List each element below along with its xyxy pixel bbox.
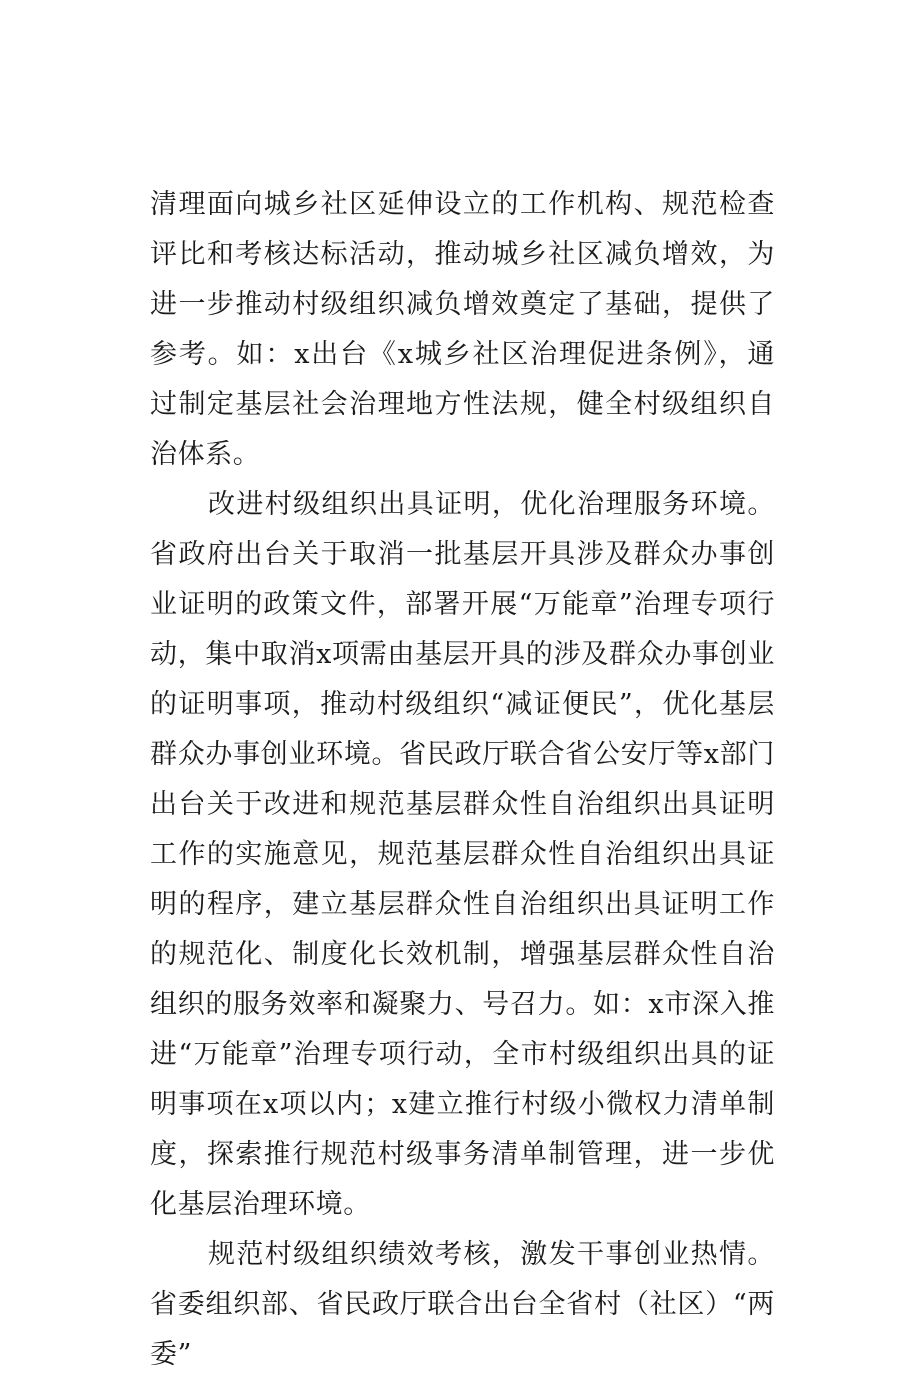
paragraph-continued: 清理面向城乡社区延伸设立的工作机构、规范检查评比和考核达标活动，推动城乡社区减负增效，为进一步推动村级组织减负增效奠定了基础，提供了参考。如：x出台《x城乡社区治理促进条例》，通过制定基层社会治理地方性法规，健全村级组织自治体系。 <box>150 189 775 470</box>
paragraph-certificates: 改进村级组织出具证明，优化治理服务环境。省政府出台关于取消一批基层开具涉及群众办事创业证明的政策文件，部署开展“万能章”治理专项行动，集中取消x项需由基层开具的涉及群众办事创业的证明事项，推动村级组织“减证便民”，优化基层群众办事创业环境。省民政厅联合省公安厅等x部门出台关于改进和规范基层群众性自治组织出具证明工作的实施意见，规范基层群众性自治组织出具证明的程序，建立基层群众性自治组织出具证明工作的规范化、制度化长效机制，增强基层群众性自治组织的服务效率和凝聚力、号召力。如：x市深入推进“万能章”治理专项行动，全市村级组织出具的证明事项在x项以内；x建立推行村级小微权力清单制度，探索推行规范村级事务清单制管理，进一步优化基层治理环境。 <box>150 489 775 1220</box>
document-body <box>150 180 775 1380</box>
paragraph-assessment: 规范村级组织绩效考核，激发干事创业热情。省委组织部、省民政厅联合出台全省村（社区）“两委” <box>150 1239 775 1370</box>
